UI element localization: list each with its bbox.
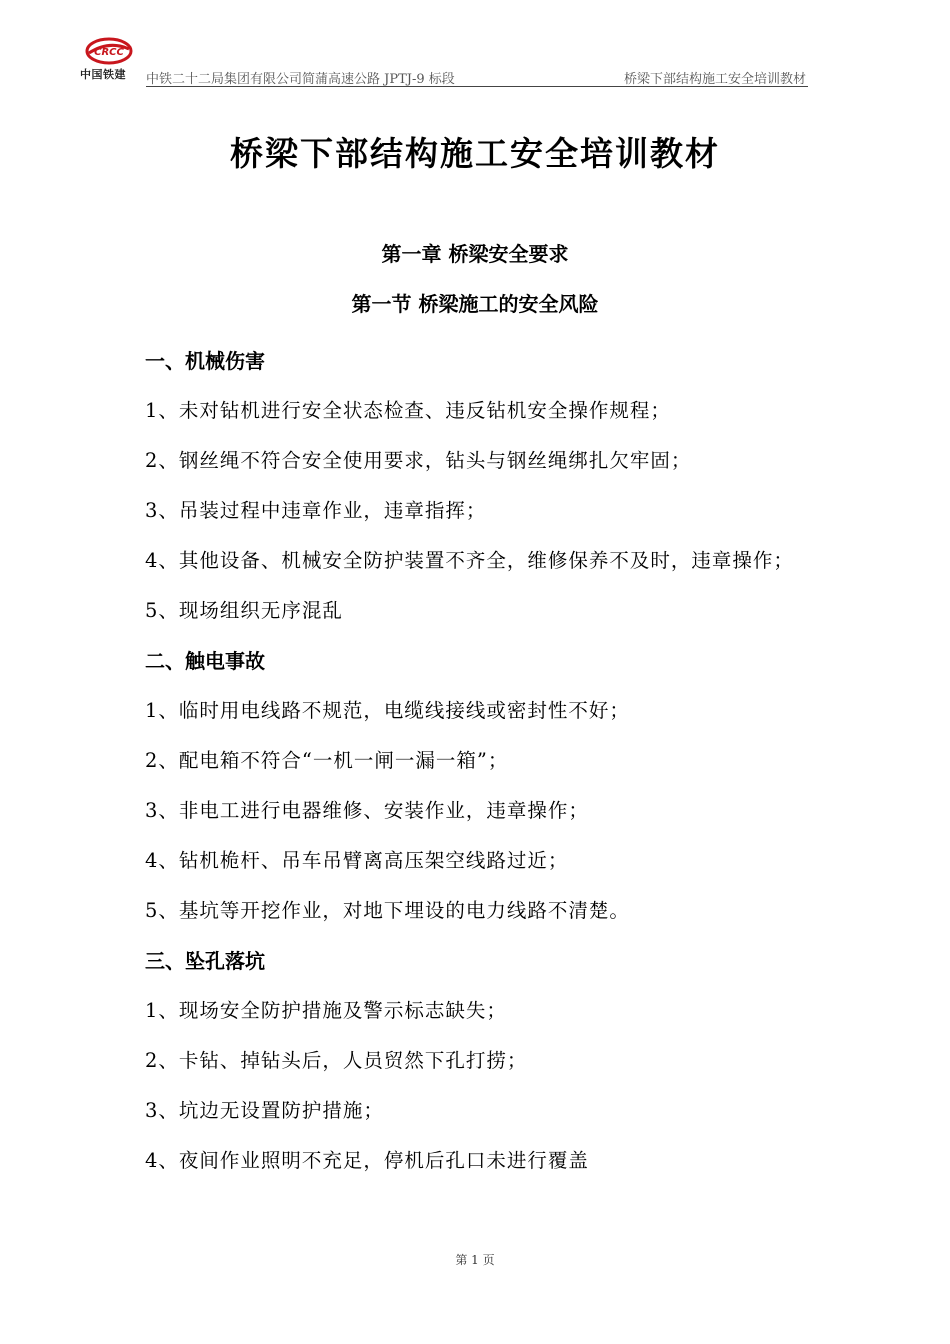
list-item: 5、现场组织无序混乱 xyxy=(145,599,343,622)
header-document-name: 桥梁下部结构施工安全培训教材 xyxy=(623,72,806,87)
header-divider xyxy=(146,86,808,87)
list-item: 1、现场安全防护措施及警示标志缺失； xyxy=(145,999,507,1022)
section-title: 第一节 桥梁施工的安全风险 xyxy=(351,292,599,316)
risk-block-electric xyxy=(145,636,810,936)
list-item: 5、基坑等开挖作业，对地下埋设的电力线路不清楚。 xyxy=(145,899,630,922)
list-item: 2、卡钻、掉钻头后，人员贸然下孔打捞； xyxy=(145,1049,528,1072)
list-item: 2、钢丝绳不符合安全使用要求，钻头与钢丝绳绑扎欠牢固； xyxy=(145,449,692,472)
list-item: 2、配电箱不符合“一机一闸一漏一箱”； xyxy=(145,749,509,772)
page-number: 第 1 页 xyxy=(455,1253,495,1267)
crcc-logo xyxy=(78,36,140,84)
list-item: 1、临时用电线路不规范，电缆线接线或密封性不好； xyxy=(145,699,630,722)
page-header xyxy=(78,36,808,88)
list-item: 4、钻机桅杆、吊车吊臂离高压架空线路过近； xyxy=(145,849,569,872)
header-project-name: 中铁二十二局集团有限公司简蒲高速公路 JPTJ-9 标段 xyxy=(146,72,455,87)
risk-heading: 一、机械伤害 xyxy=(145,349,265,373)
list-item: 4、其他设备、机械安全防护装置不齐全，维修保养不及时，违章操作； xyxy=(145,549,794,572)
chapter-title: 第一章 桥梁安全要求 xyxy=(381,242,569,266)
document-body xyxy=(145,336,810,1186)
list-item: 3、坑边无设置防护措施； xyxy=(145,1099,384,1122)
list-item: 3、吊装过程中违章作业，违章指挥； xyxy=(145,499,487,522)
risk-block-mechanical xyxy=(145,336,810,636)
document-title: 桥梁下部结构施工安全培训教材 xyxy=(230,134,720,173)
risk-block-falling xyxy=(145,936,810,1186)
list-item: 1、未对钻机进行安全状态检查、违反钻机安全操作规程； xyxy=(145,399,671,422)
logo-text: 中国铁建 xyxy=(80,68,126,81)
svg-text:CRCC: CRCC xyxy=(94,47,124,58)
risk-heading: 三、坠孔落坑 xyxy=(145,949,265,973)
risk-heading: 二、触电事故 xyxy=(145,649,265,673)
list-item: 3、非电工进行电器维修、安装作业，违章操作； xyxy=(145,799,589,822)
crcc-logo-icon xyxy=(78,36,140,66)
list-item: 4、夜间作业照明不充足，停机后孔口未进行覆盖 xyxy=(145,1149,589,1172)
